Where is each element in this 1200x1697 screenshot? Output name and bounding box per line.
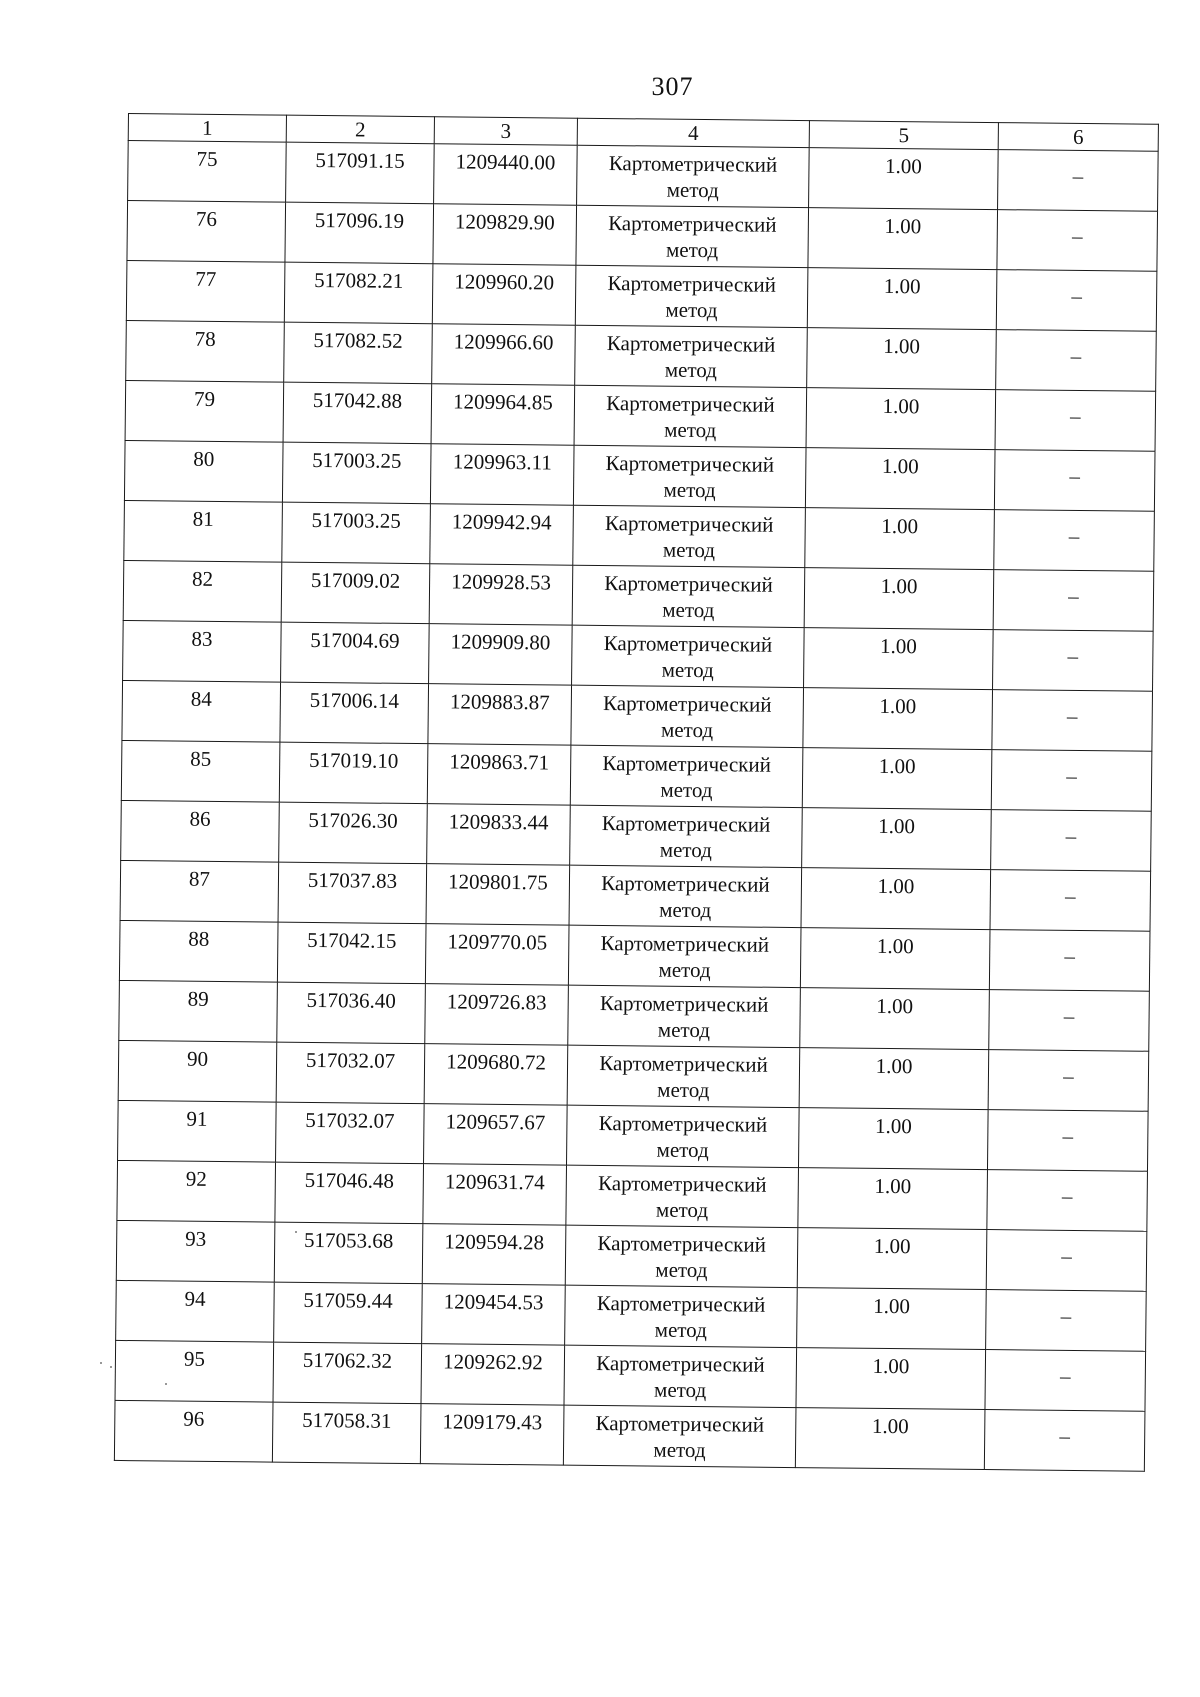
accuracy-cell: 1.00	[799, 1048, 989, 1110]
point-number-cell: 87	[120, 860, 279, 922]
note-cell: –	[995, 390, 1156, 452]
x-coordinate-cell: 517082.21	[284, 262, 433, 324]
point-number-cell: 93	[116, 1220, 275, 1282]
table-body	[114, 141, 1158, 1472]
method-cell	[564, 1345, 797, 1407]
header-cell-2: 2	[286, 115, 434, 144]
method-line-1: Картометрический	[599, 990, 769, 1017]
point-number-cell: 91	[118, 1100, 277, 1162]
table-row	[128, 141, 1159, 212]
table-row	[117, 1160, 1148, 1231]
accuracy-cell: 1.00	[797, 1288, 987, 1350]
x-coordinate-cell: 517036.40	[277, 982, 426, 1044]
note-cell: –	[989, 930, 1150, 992]
y-coordinate-cell: 1209770.05	[425, 924, 569, 985]
note-cell: –	[992, 690, 1153, 752]
point-number-cell: 89	[119, 980, 278, 1042]
table-row	[125, 380, 1156, 451]
accuracy-cell: 1.00	[795, 1408, 985, 1470]
method-line-1: Картометрический	[601, 870, 770, 897]
y-coordinate-cell: 1209909.80	[429, 624, 573, 685]
method-line-1: Картометрический	[600, 930, 770, 957]
method-cell	[572, 625, 805, 687]
table-row	[121, 800, 1152, 871]
table-row	[122, 680, 1153, 751]
method-line-2: метод	[664, 357, 718, 383]
point-number-cell: 88	[119, 920, 278, 982]
note-cell: –	[997, 210, 1158, 272]
note-cell: –	[998, 150, 1159, 212]
method-line-1: Картометрический	[597, 1230, 767, 1257]
x-coordinate-cell: 517096.19	[285, 202, 434, 264]
method-cell	[577, 145, 810, 207]
method-cell	[567, 1105, 800, 1167]
note-cell: –	[994, 450, 1155, 512]
table-row	[121, 740, 1152, 811]
x-coordinate-cell: 517062.32	[273, 1342, 422, 1404]
page-number: 307	[651, 72, 694, 101]
x-coordinate-cell: 517019.10	[279, 742, 428, 804]
method-line-1: Картометрический	[602, 751, 772, 777]
x-coordinate-cell: 517006.14	[280, 682, 429, 744]
method-line-1: Картометрический	[596, 1350, 765, 1377]
scan-speck	[100, 1362, 102, 1364]
note-cell: –	[987, 1110, 1148, 1172]
method-line-2: метод	[659, 837, 712, 863]
method-line-2: метод	[660, 777, 713, 803]
method-line-2: метод	[661, 657, 714, 683]
accuracy-cell: 1.00	[804, 628, 994, 690]
point-number-cell: 95	[115, 1340, 274, 1402]
point-number-cell: 80	[124, 440, 283, 502]
accuracy-cell: 1.00	[805, 508, 995, 570]
note-cell: –	[996, 330, 1157, 392]
method-cell	[567, 1045, 800, 1107]
x-coordinate-cell: 517059.44	[274, 1282, 423, 1344]
y-coordinate-cell: 1209963.11	[430, 444, 574, 505]
accuracy-cell: 1.00	[801, 868, 991, 930]
x-coordinate-cell: 517004.69	[281, 622, 430, 684]
x-coordinate-cell: 517032.07	[276, 1042, 425, 1104]
method-line-2: метод	[656, 1137, 709, 1163]
method-line-1: Картометрический	[601, 811, 771, 837]
header-cell-6: 6	[998, 123, 1158, 152]
point-number-cell: 94	[116, 1280, 275, 1342]
table-row	[120, 860, 1151, 931]
note-cell: –	[985, 1350, 1146, 1412]
method-line-1: Картометрический	[602, 691, 772, 717]
accuracy-cell: 1.00	[797, 1228, 987, 1290]
accuracy-cell: 1.00	[808, 208, 998, 270]
point-number-cell: 85	[121, 740, 280, 802]
y-coordinate-cell: 1209829.90	[433, 204, 577, 265]
method-line-1: Картометрический	[599, 1050, 768, 1077]
method-line-2: метод	[653, 1377, 707, 1403]
method-line-2: метод	[664, 417, 717, 443]
point-number-cell: 86	[121, 800, 280, 862]
note-cell: –	[986, 1290, 1147, 1352]
x-coordinate-cell: 517082.52	[284, 322, 433, 384]
note-cell: –	[989, 990, 1150, 1052]
x-coordinate-cell: 517009.02	[281, 562, 430, 624]
method-line-1: Картометрический	[604, 511, 774, 537]
table-row	[116, 1220, 1147, 1291]
y-coordinate-cell: 1209657.67	[424, 1104, 568, 1165]
point-number-cell: 82	[123, 560, 282, 622]
method-line-1: Картометрический	[607, 271, 777, 297]
y-coordinate-cell: 1209726.83	[425, 984, 569, 1045]
table-row	[126, 260, 1157, 331]
method-line-2: метод	[657, 1017, 711, 1043]
point-number-cell: 75	[128, 141, 287, 203]
note-cell: –	[993, 630, 1154, 692]
y-coordinate-cell: 1209680.72	[424, 1044, 568, 1105]
x-coordinate-cell: 517058.31	[272, 1402, 421, 1464]
y-coordinate-cell: 1209440.00	[434, 144, 578, 205]
method-cell	[575, 265, 808, 327]
method-cell	[565, 1285, 798, 1347]
method-line-1: Картометрический	[597, 1170, 767, 1197]
y-coordinate-cell: 1209801.75	[426, 864, 570, 925]
method-line-2: метод	[666, 177, 719, 203]
method-line-2: метод	[663, 477, 716, 503]
y-coordinate-cell: 1209833.44	[427, 804, 571, 865]
point-number-cell: 76	[127, 201, 286, 263]
x-coordinate-cell: 517026.30	[279, 802, 428, 864]
accuracy-cell: 1.00	[798, 1168, 988, 1230]
method-line-2: метод	[662, 597, 715, 623]
x-coordinate-cell: 517037.83	[278, 862, 427, 924]
scan-speck	[295, 1231, 297, 1233]
method-cell	[563, 1405, 796, 1467]
x-coordinate-cell: 517032.07	[276, 1102, 425, 1164]
table-row	[124, 500, 1155, 571]
point-number-cell: 83	[123, 620, 282, 682]
header-cell-5: 5	[809, 121, 998, 150]
accuracy-cell: 1.00	[805, 448, 995, 510]
header-cell-1: 1	[128, 114, 286, 143]
table-row	[119, 920, 1150, 991]
method-line-1: Картометрический	[596, 1290, 766, 1317]
method-cell	[565, 1225, 798, 1287]
method-line-2: метод	[655, 1257, 708, 1283]
method-line-2: метод	[657, 1077, 710, 1103]
method-cell	[570, 745, 803, 807]
point-number-cell: 84	[122, 680, 281, 742]
method-cell	[571, 685, 804, 747]
table-row	[115, 1340, 1146, 1411]
method-cell	[572, 565, 805, 627]
y-coordinate-cell: 1209960.20	[432, 264, 576, 325]
y-coordinate-cell: 1209179.43	[420, 1404, 564, 1465]
method-line-2: метод	[665, 297, 718, 323]
y-coordinate-cell: 1209631.74	[423, 1164, 567, 1225]
x-coordinate-cell: 517091.15	[286, 142, 435, 204]
method-line-2: метод	[662, 537, 716, 563]
note-cell: –	[987, 1170, 1148, 1232]
note-cell: –	[993, 570, 1154, 632]
accuracy-cell: 1.00	[806, 388, 996, 450]
y-coordinate-cell: 1209966.60	[432, 324, 576, 385]
x-coordinate-cell: 517046.48	[275, 1162, 424, 1224]
table-row	[123, 620, 1154, 691]
accuracy-cell: 1.00	[807, 268, 997, 330]
method-cell	[573, 445, 806, 507]
note-cell: –	[994, 510, 1155, 572]
accuracy-cell: 1.00	[802, 808, 992, 870]
note-cell: –	[988, 1050, 1149, 1112]
method-line-1: Картометрический	[608, 151, 778, 177]
y-coordinate-cell: 1209262.92	[421, 1344, 565, 1405]
accuracy-cell: 1.00	[803, 688, 993, 750]
note-cell: –	[991, 810, 1152, 872]
point-number-cell: 90	[118, 1040, 277, 1102]
method-line-2: метод	[658, 957, 711, 983]
table-row	[118, 1040, 1149, 1111]
header-cell-3: 3	[434, 117, 577, 145]
scan-speck	[110, 1366, 112, 1368]
method-cell	[566, 1165, 799, 1227]
note-cell: –	[991, 750, 1152, 812]
point-number-cell: 96	[114, 1400, 273, 1462]
method-cell	[570, 805, 803, 867]
header-cell-4: 4	[577, 118, 809, 147]
method-line-2: метод	[654, 1317, 707, 1343]
accuracy-cell: 1.00	[802, 748, 992, 810]
y-coordinate-cell: 1209863.71	[427, 744, 571, 805]
method-line-1: Картометрический	[595, 1410, 765, 1437]
table-row	[116, 1280, 1147, 1351]
table-row	[124, 440, 1155, 511]
x-coordinate-cell: 517003.25	[282, 442, 431, 504]
point-number-cell: 81	[124, 500, 283, 562]
accuracy-cell: 1.00	[804, 568, 994, 630]
table-row	[119, 980, 1150, 1051]
method-line-1: Картометрический	[598, 1110, 768, 1137]
point-number-cell: 92	[117, 1160, 276, 1222]
accuracy-cell: 1.00	[800, 988, 990, 1050]
accuracy-cell: 1.00	[798, 1108, 988, 1170]
y-coordinate-cell: 1209883.87	[428, 684, 572, 745]
table-row	[126, 320, 1157, 391]
accuracy-cell: 1.00	[807, 328, 997, 390]
method-cell	[568, 985, 801, 1047]
accuracy-cell: 1.00	[809, 148, 999, 210]
point-number-cell: 77	[126, 260, 285, 322]
method-line-2: метод	[655, 1197, 709, 1223]
scan-speck	[165, 1383, 167, 1385]
coordinates-table	[114, 113, 1159, 1472]
y-coordinate-cell: 1209928.53	[429, 564, 573, 625]
method-line-1: Картометрический	[605, 451, 775, 477]
method-line-2: метод	[659, 897, 712, 923]
table-row	[127, 201, 1158, 272]
y-coordinate-cell: 1209964.85	[431, 384, 575, 445]
accuracy-cell: 1.00	[796, 1348, 986, 1410]
method-line-2: метод	[653, 1437, 706, 1463]
table-row	[114, 1400, 1145, 1471]
x-coordinate-cell: 517042.15	[277, 922, 426, 984]
y-coordinate-cell: 1209454.53	[422, 1284, 566, 1345]
note-cell: –	[996, 270, 1157, 332]
x-coordinate-cell: 517053.68	[274, 1222, 423, 1284]
y-coordinate-cell: 1209594.28	[422, 1224, 566, 1285]
x-coordinate-cell: 517042.88	[283, 382, 432, 444]
method-cell	[575, 325, 808, 387]
y-coordinate-cell: 1209942.94	[430, 504, 574, 565]
note-cell: –	[984, 1410, 1145, 1472]
point-number-cell: 79	[125, 380, 284, 442]
method-line-2: метод	[660, 717, 714, 743]
method-cell	[574, 385, 807, 447]
method-line-1: Картометрический	[606, 331, 776, 357]
table-row	[118, 1100, 1149, 1171]
method-cell	[568, 925, 801, 987]
table-row	[123, 560, 1154, 631]
method-line-1: Картометрический	[608, 211, 777, 237]
method-cell	[576, 205, 809, 267]
x-coordinate-cell: 517003.25	[282, 502, 431, 564]
method-line-1: Картометрический	[603, 631, 773, 657]
accuracy-cell: 1.00	[800, 928, 990, 990]
note-cell: –	[986, 1230, 1147, 1292]
method-line-1: Картометрический	[604, 571, 773, 597]
method-cell	[569, 865, 802, 927]
method-line-1: Картометрический	[606, 391, 775, 417]
method-line-2: метод	[665, 237, 719, 263]
point-number-cell: 78	[126, 320, 285, 382]
note-cell: –	[990, 870, 1151, 932]
method-cell	[573, 505, 806, 567]
